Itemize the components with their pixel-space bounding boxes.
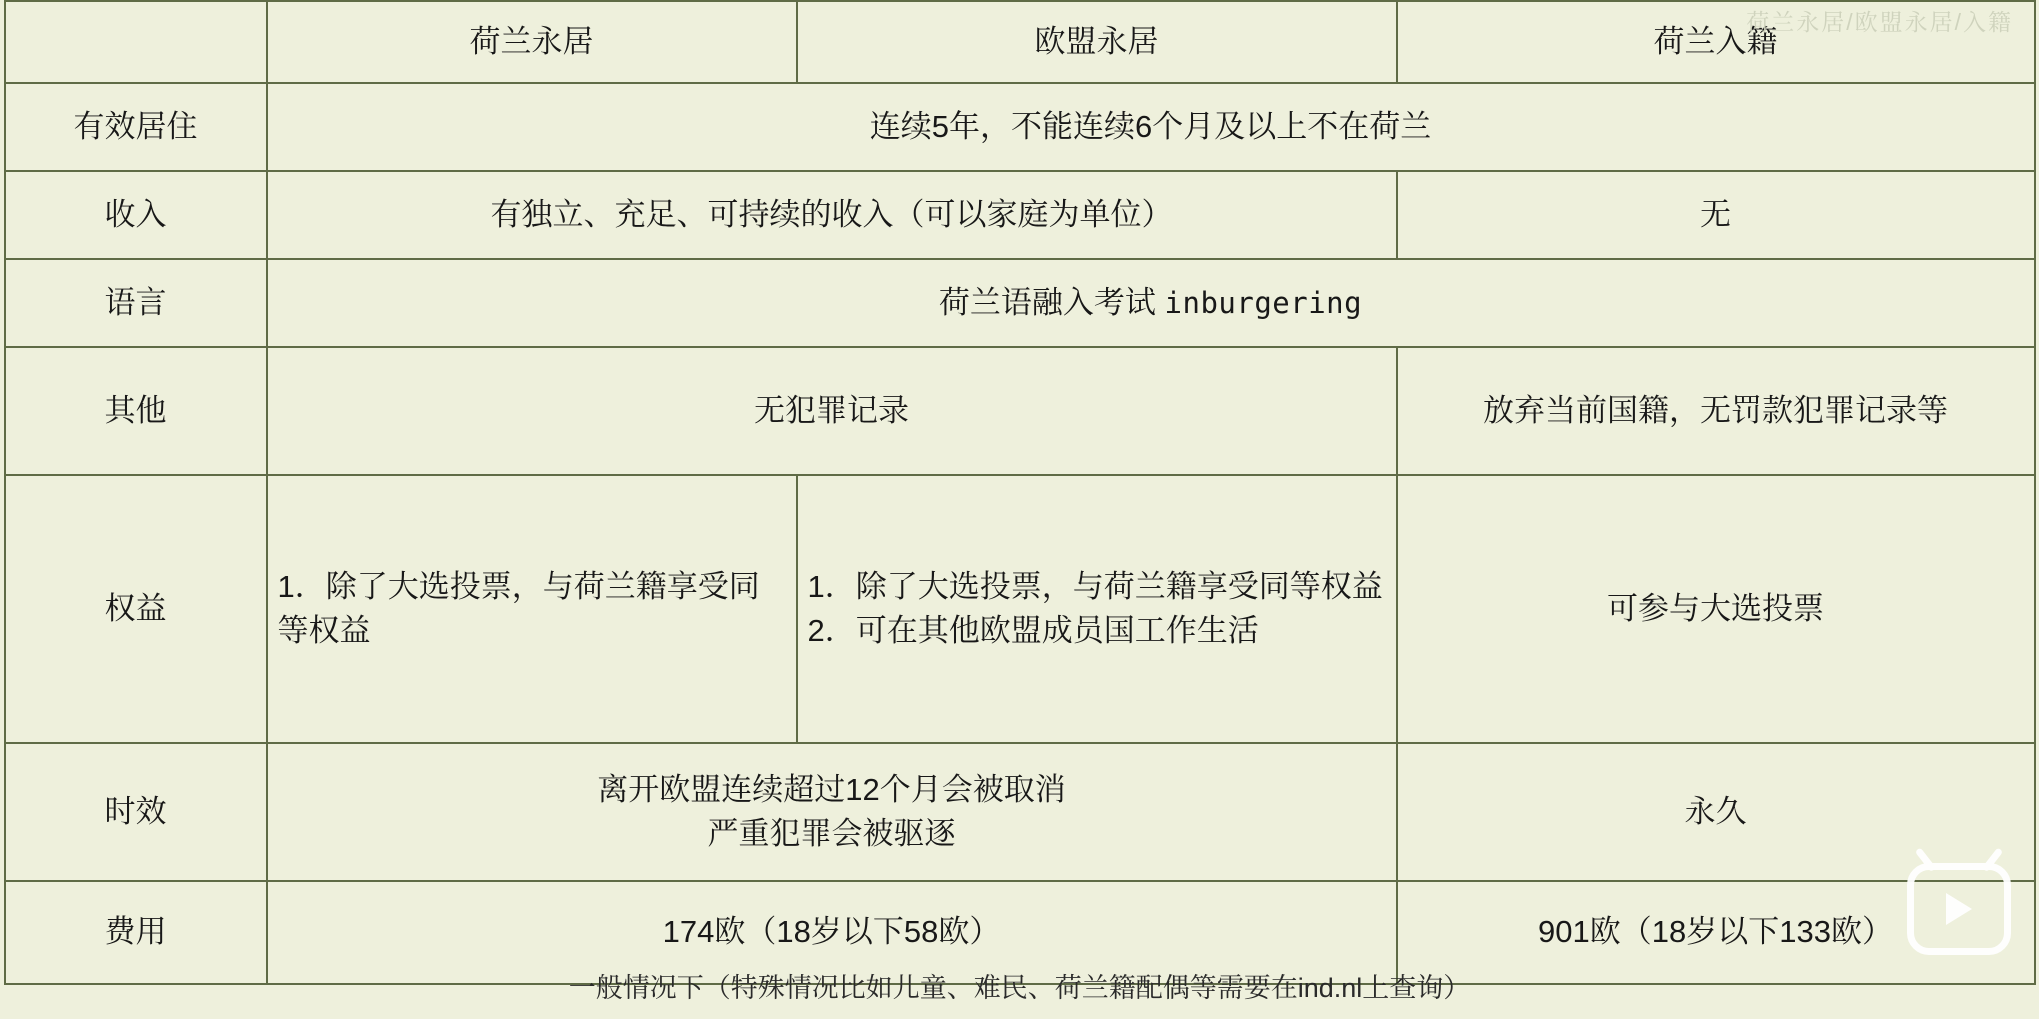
cell-income-naturalization: 无 — [1397, 171, 2035, 259]
cell-rights-eu — [797, 475, 1397, 743]
cell-validity-naturalization: 永久 — [1397, 743, 2035, 881]
cell-fee-nl-eu: 174欧（18岁以下58欧） — [267, 881, 1397, 984]
cell-language-all — [267, 259, 2035, 347]
cell-rights-nl — [267, 475, 797, 743]
row-label-residence: 有效居住 — [5, 83, 267, 171]
table-row-other — [5, 347, 2035, 475]
footnote-text: 一般情况下（特殊情况比如儿童、难民、荷兰籍配偶等需要在ind.nl上查询） — [568, 973, 1471, 1003]
cell-other-nl-eu: 无犯罪记录 — [267, 347, 1397, 475]
header-cell-nl-permanent: 荷兰永居 — [267, 1, 797, 83]
cell-fee-naturalization: 901欧（18岁以下133欧） — [1397, 881, 2035, 984]
row-label-other: 其他 — [5, 347, 267, 475]
cell-validity-nl-eu — [267, 743, 1397, 881]
language-chinese-text: 荷兰语融入考试 — [938, 284, 1156, 320]
watermark-text: 荷兰永居/欧盟永居/入籍 — [1746, 9, 2013, 35]
rights-nl-item-1: 1．除了大选投票，与荷兰籍享受同等权益 — [277, 568, 760, 648]
table-row-language — [5, 259, 2035, 347]
table-row-rights — [5, 475, 2035, 743]
cell-other-naturalization: 放弃当前国籍，无罚款犯罪记录等 — [1397, 347, 2035, 475]
header-cell-eu-permanent: 欧盟永居 — [797, 1, 1397, 83]
validity-line-2: 严重犯罪会被驱逐 — [707, 816, 956, 851]
validity-line-1: 离开欧盟连续超过12个月会被取消 — [597, 771, 1066, 807]
table-body — [5, 83, 2035, 984]
header-cell-empty — [5, 1, 267, 83]
cell-rights-naturalization: 可参与大选投票 — [1397, 475, 2035, 743]
cell-residence-all: 连续5年，不能连续6个月及以上不在荷兰 — [267, 83, 2035, 171]
table-header — [5, 1, 2035, 83]
row-label-income: 收入 — [5, 171, 267, 259]
comparison-table — [4, 0, 2036, 985]
rights-eu-item-1: 1．除了大选投票，与荷兰籍享受同等权益 — [807, 568, 1383, 604]
language-latin-text: inburgering — [1164, 285, 1363, 320]
bilibili-logo-icon — [1907, 863, 2011, 955]
header-cell-naturalization: 荷兰入籍 — [1397, 1, 2035, 83]
table-row-income — [5, 171, 2035, 259]
play-triangle-icon — [1946, 893, 1972, 925]
row-label-fee: 费用 — [5, 881, 267, 984]
table-row-residence — [5, 83, 2035, 171]
row-label-validity: 时效 — [5, 743, 267, 881]
table-row-validity — [5, 743, 2035, 881]
row-label-rights: 权益 — [5, 475, 267, 743]
cell-income-nl-eu: 有独立、充足、可持续的收入（可以家庭为单位） — [267, 171, 1397, 259]
table-header-row — [5, 1, 2035, 83]
row-label-language: 语言 — [5, 259, 267, 347]
rights-eu-item-2: 2．可在其他欧盟成员国工作生活 — [807, 613, 1259, 648]
